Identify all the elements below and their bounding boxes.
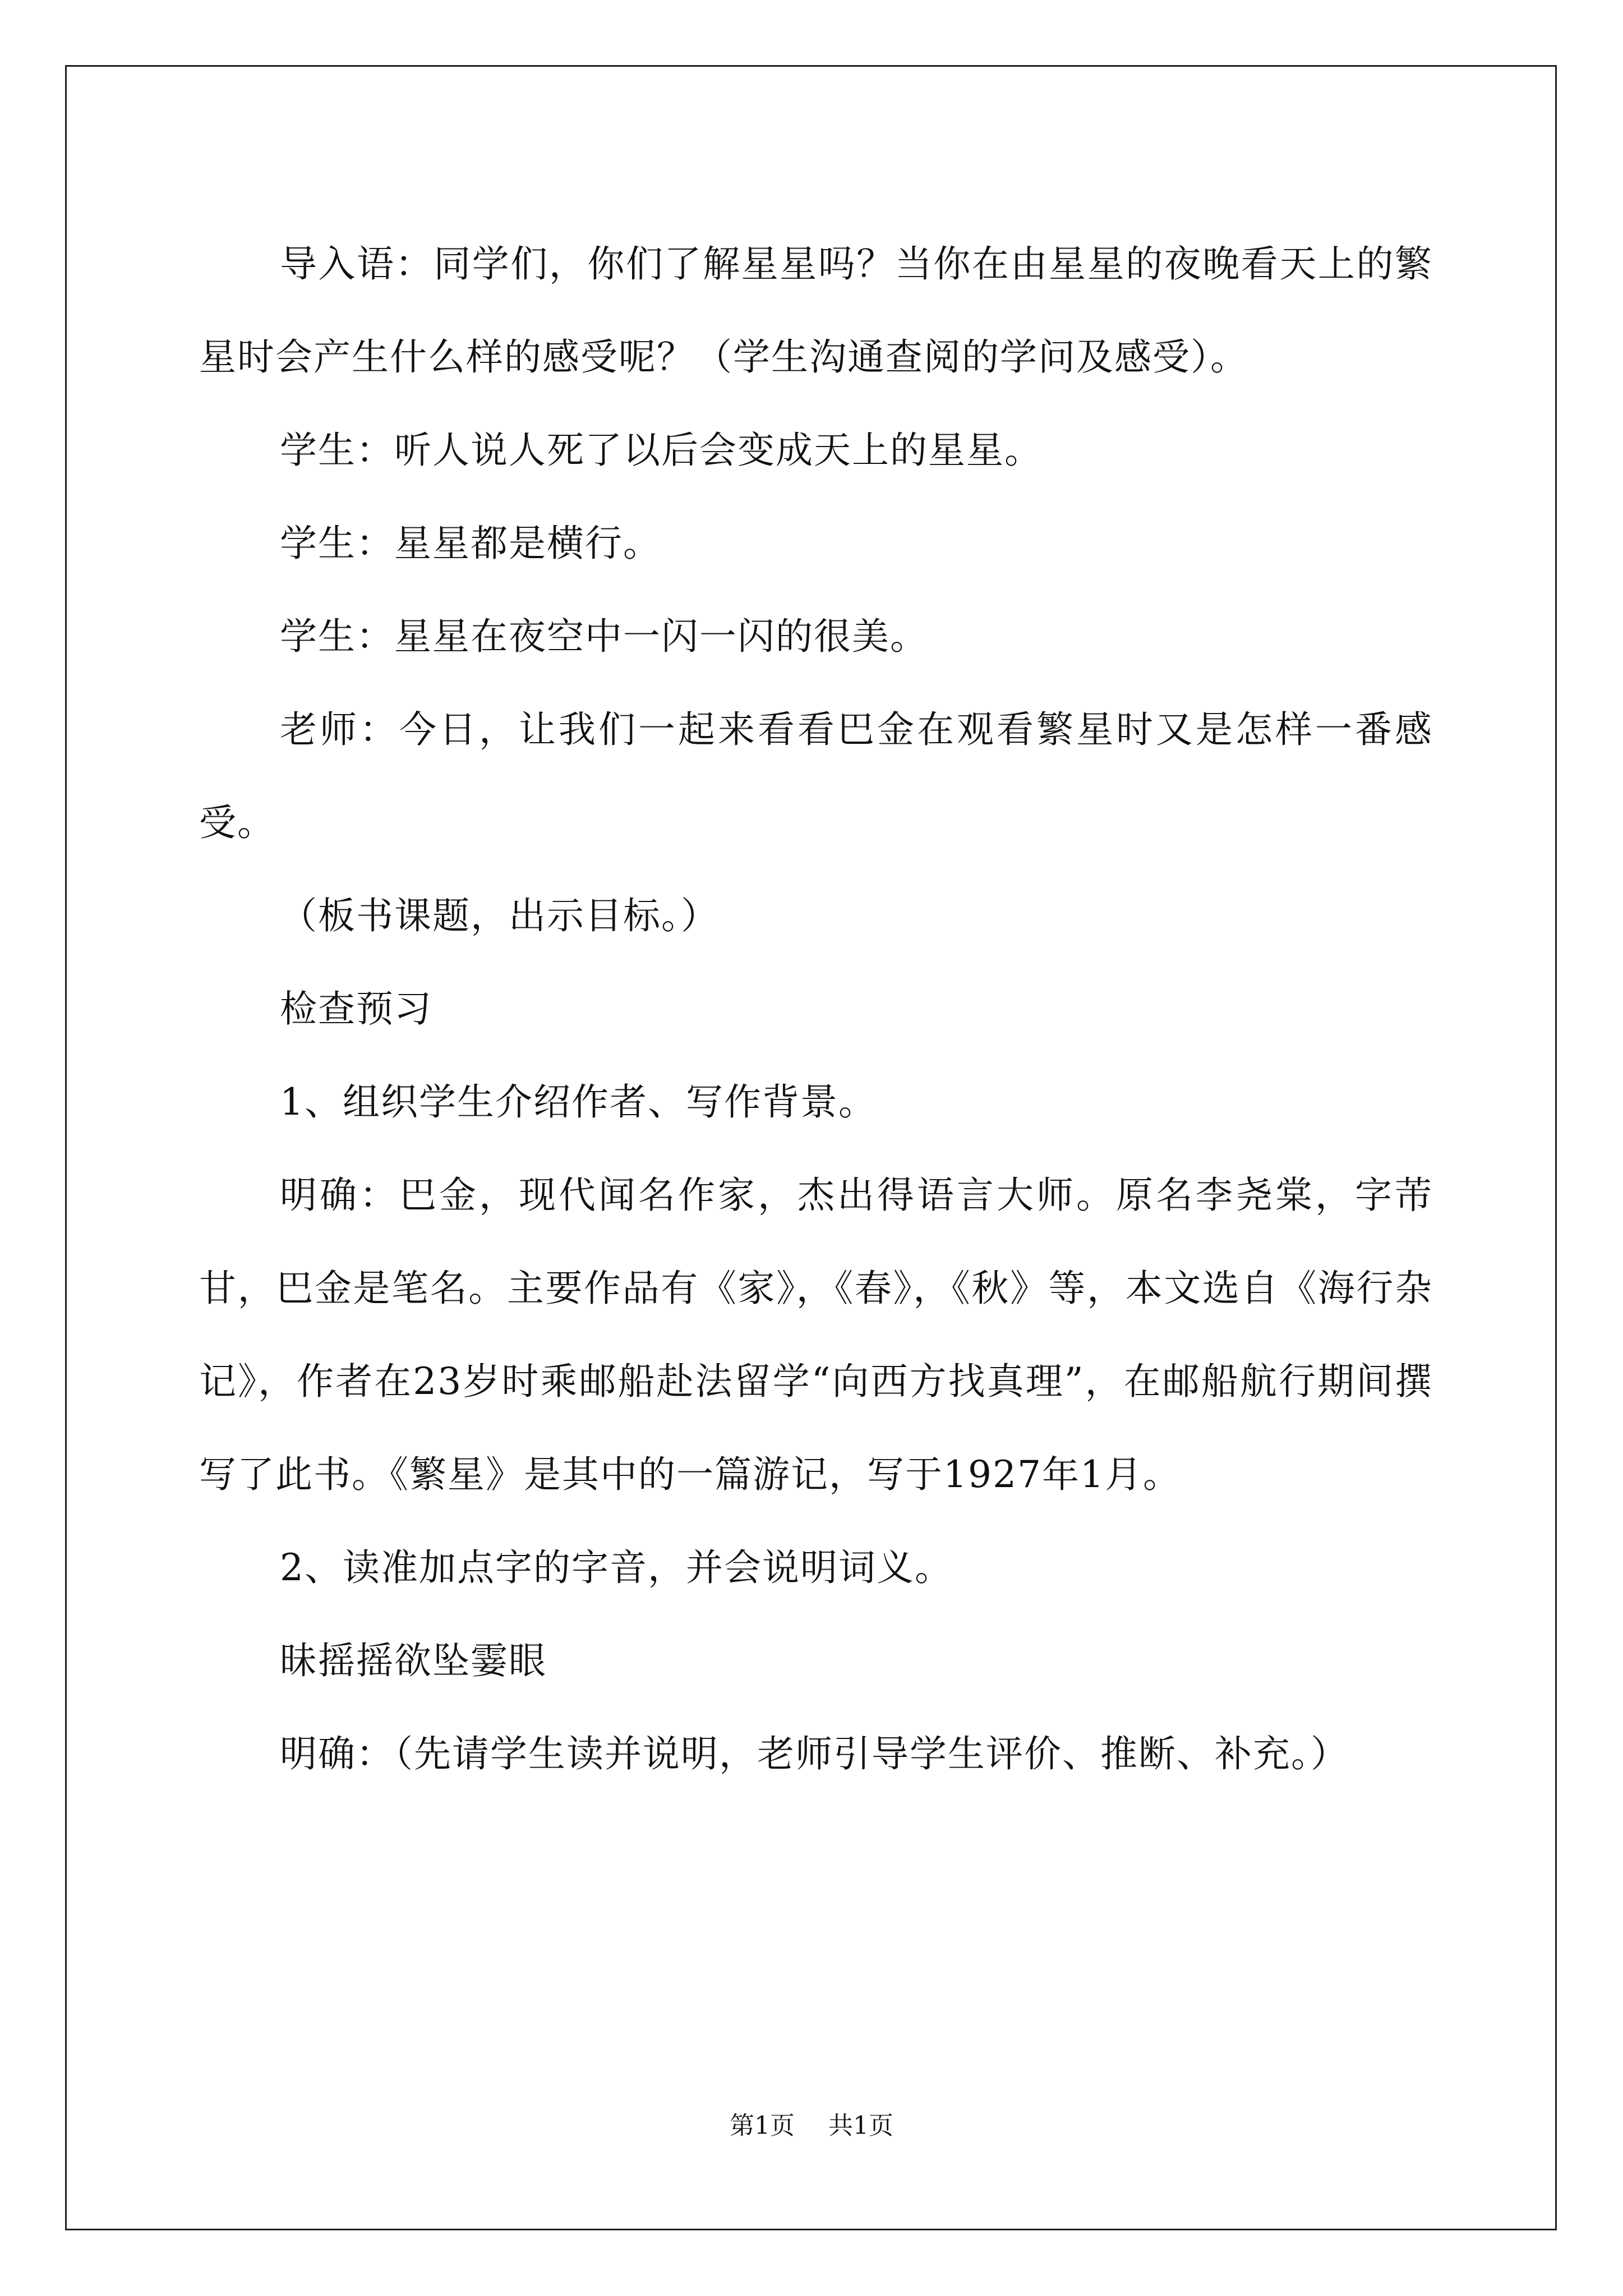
page-number: 第1页 xyxy=(730,2111,795,2140)
paragraph-author-intro: 明确：巴金，现代闻名作家，杰出得语言大师。原名李尧棠，字芾甘，巴金是笔名。主要作品有《家》，《春》，《秋》等，本文选自《海行杂记》，作者在23岁时乘邮船赴法留学“向西方找真理”，在邮船航行期间撰写了此书。《繁星》是其中的一篇游记，写于1927年1月。 xyxy=(199,1174,1433,1496)
section-heading-preview: 检查预习 xyxy=(280,987,432,1030)
paragraph-student-3: 学生：星星在夜空中一闪一闪的很美。 xyxy=(280,615,928,658)
page-footer xyxy=(0,2109,1623,2143)
page-total: 共1页 xyxy=(828,2111,893,2140)
paragraph-student-1: 学生：听人说人死了以后会变成天上的星星。 xyxy=(280,429,1043,472)
paragraph-intro: 导入语：同学们，你们了解星星吗？当你在由星星的夜晚看天上的繁星时会产生什么样的感受呢？（学生沟通查阅的学问及感受）。 xyxy=(199,242,1433,379)
paragraph-task-2: 2、读准加点字的字音，并会说明词义。 xyxy=(280,1546,953,1589)
paragraph-board-note: （板书课题，出示目标。） xyxy=(280,894,719,937)
document-body xyxy=(199,218,1433,1801)
paragraph-clarify: 明确：（先请学生读并说明，老师引导学生评价、推断、补充。） xyxy=(280,1732,1349,1775)
paragraph-teacher: 老师：今日，让我们一起来看看巴金在观看繁星时又是怎样一番感受。 xyxy=(199,708,1433,844)
paragraph-student-2: 学生：星星都是横行。 xyxy=(280,522,661,565)
paragraph-vocabulary: 昧摇摇欲坠霎眼 xyxy=(280,1639,547,1682)
paragraph-task-1: 1、组织学生介绍作者、写作背景。 xyxy=(280,1080,877,1124)
